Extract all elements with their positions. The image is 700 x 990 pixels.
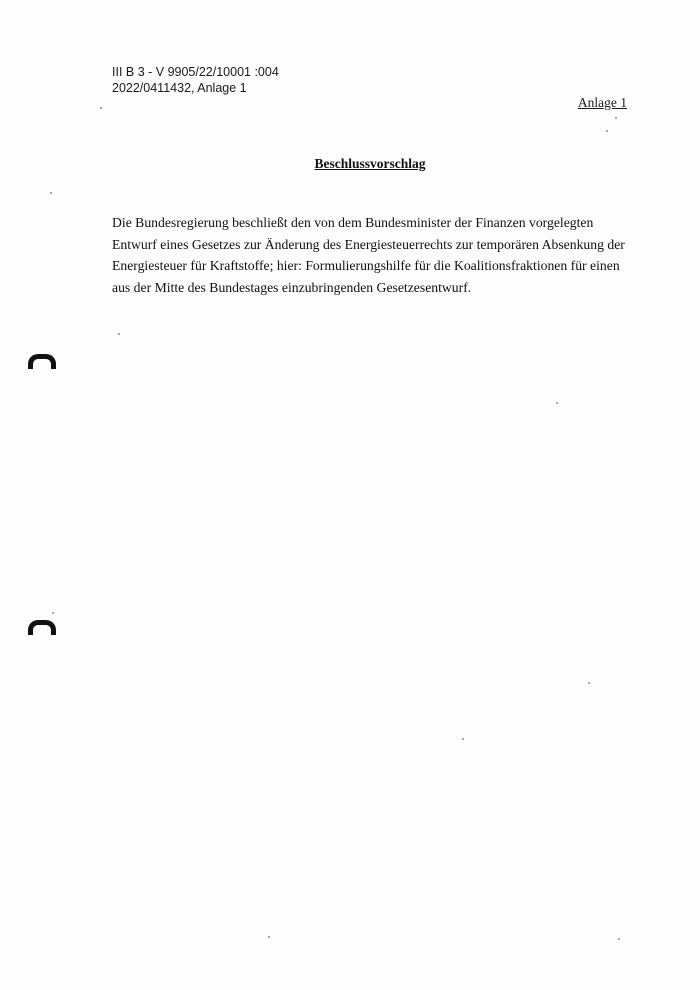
- punch-hole-bottom: [28, 620, 56, 635]
- body-paragraph: [112, 212, 632, 298]
- scan-speck: [268, 936, 270, 938]
- scan-speck: [556, 402, 558, 404]
- body-line-2: Entwurf eines Gesetzes zur Änderung des Energiesteuerrechts zur temporären Absenkung der: [112, 236, 625, 252]
- reference-line-2: 2022/0411432, Anlage 1: [112, 81, 247, 95]
- body-line-4: aus der Mitte des Bundestages einzubringenden Gesetzesentwurf.: [112, 279, 472, 295]
- scan-speck: [618, 938, 620, 940]
- scan-speck: [588, 682, 590, 684]
- body-line-1: Die Bundesregierung beschließt den von dem Bundesminister der Finanzen vorgelegten: [112, 215, 594, 230]
- scan-speck: [606, 130, 608, 132]
- attachment-label: Anlage 1: [577, 95, 627, 110]
- punch-hole-top: [28, 354, 56, 369]
- scan-speck: [50, 192, 52, 194]
- scan-speck: [118, 333, 120, 335]
- reference-line-1: III B 3 - V 9905/22/10001 :004: [112, 65, 279, 79]
- scan-speck: [615, 117, 617, 119]
- scan-speck: [462, 738, 464, 740]
- reference-block: [112, 64, 279, 96]
- scan-speck: [52, 612, 54, 614]
- scan-speck: [100, 107, 102, 109]
- document-title: Beschlussvorschlag: [314, 156, 426, 171]
- body-line-3: Energiesteuer für Kraftstoffe; hier: Formulierungshilfe für die Koalitionsfraktionen für einen: [112, 258, 620, 273]
